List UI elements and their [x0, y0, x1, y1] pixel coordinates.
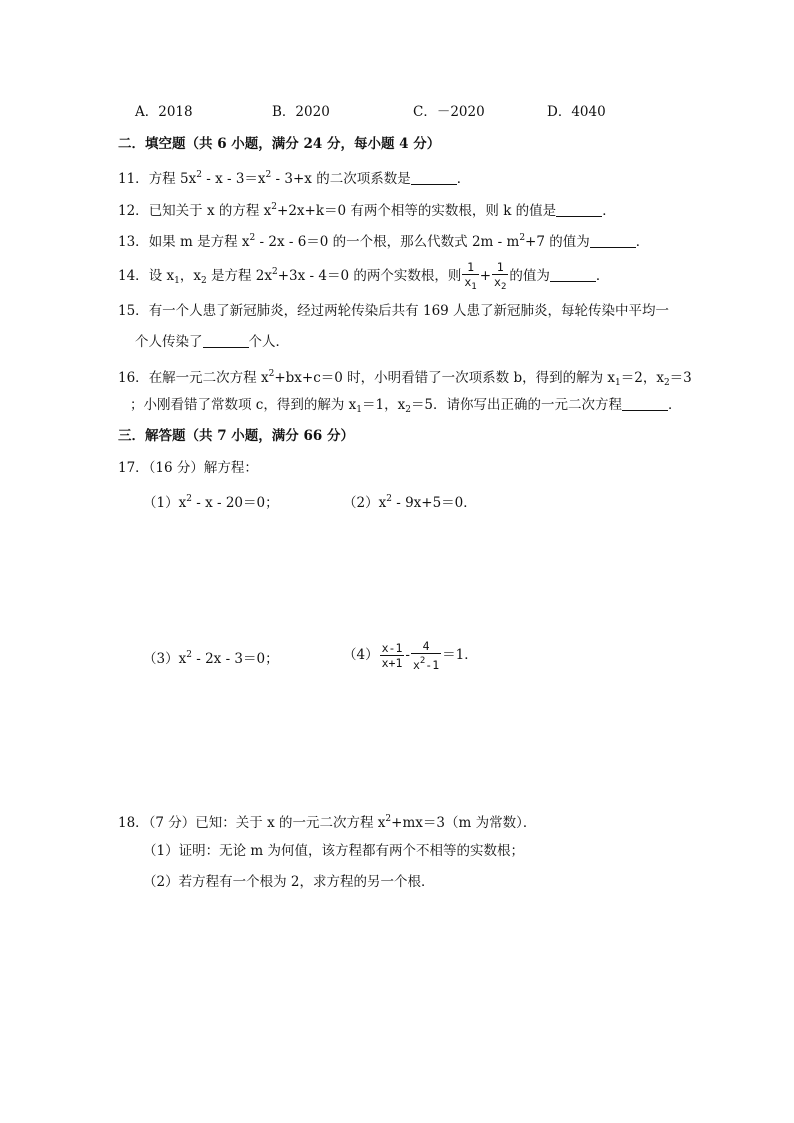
- question-17-part-2: [343, 490, 477, 512]
- q16-text-d: ＝3: [669, 370, 692, 386]
- q13-text-b: - 2x - 6＝0 的一个根，那么代数式 2m - m: [255, 234, 520, 250]
- answer-blank[interactable]: [411, 172, 457, 185]
- exponent: 2: [186, 494, 192, 504]
- question-15-line-1: [118, 302, 669, 320]
- fraction-x-minus-1-over-x-plus-1: [380, 641, 405, 670]
- q16-text-c: ＝2，x: [620, 370, 664, 386]
- question-16-line-2: [130, 396, 682, 419]
- question-17-part-3: [143, 646, 279, 668]
- question-number: 16．: [118, 370, 149, 386]
- q14-text-c: 是方程 2x: [206, 268, 272, 284]
- q18-head-a: 18．（7 分）已知：关于 x 的一元二次方程 x: [118, 815, 386, 831]
- question-18-part-2: （2）若方程有一个根为 2，求方程的另一个根．: [143, 874, 435, 890]
- answer-blank[interactable]: [556, 204, 602, 217]
- exponent: 2: [385, 814, 392, 824]
- q11-text-b: - x - 3＝x: [201, 171, 266, 187]
- exponent: 2: [386, 494, 392, 504]
- q12-text-a: 已知关于 x 的方程 x: [148, 203, 272, 219]
- subscript: 1: [356, 405, 362, 415]
- option-d: D．4040: [547, 104, 606, 120]
- denominator: [462, 275, 478, 294]
- denominator-var: x: [494, 274, 501, 289]
- question-18-part-1: （1）证明：无论 m 为何值，该方程都有两个不相等的实数根；: [143, 843, 524, 859]
- question-17-head: 17．（16 分）解方程：: [118, 460, 258, 476]
- question-17-part-1: [143, 490, 279, 512]
- denominator-var: x: [412, 658, 420, 672]
- exponent: 2: [265, 170, 272, 180]
- q14-text-e: 的值为: [509, 268, 550, 284]
- fraction-1-over-x1: [462, 260, 478, 294]
- subscript: 2: [663, 378, 670, 388]
- option-c: C．－2020: [413, 104, 485, 120]
- question-11: [118, 166, 470, 188]
- q16-text-end: ．: [668, 397, 682, 413]
- subscript: 2: [405, 405, 411, 415]
- exponent: 2: [271, 267, 278, 277]
- plus-sign: +: [479, 268, 492, 284]
- q17-p3-b: - 2x - 3＝0；: [191, 651, 279, 667]
- q14-text-b: ，x: [179, 268, 201, 284]
- denominator: x+1: [381, 656, 403, 670]
- question-18-head: [118, 810, 536, 832]
- q11-text-c: - 3+x 的二次项系数是: [271, 171, 411, 187]
- subscript: 1: [471, 281, 477, 292]
- question-13: [118, 229, 649, 251]
- minus-sign: -: [405, 647, 410, 663]
- q15-text-c: 个人．: [248, 334, 289, 350]
- denominator-var: x: [464, 274, 472, 289]
- q11-text-a: 方程 5x: [148, 171, 197, 187]
- q14-text-d: +3x - 4＝0 的两个实数根，则: [277, 268, 462, 284]
- q12-text-b: +2x+k＝0 有两个相等的实数根，则 k 的值是: [277, 203, 557, 219]
- q13-text-a: 如果 m 是方程 x: [148, 234, 250, 250]
- q17-p3-a: （3）x: [143, 651, 187, 667]
- answer-blank[interactable]: [550, 269, 596, 282]
- exponent: 2: [196, 170, 202, 180]
- question-number: 12．: [118, 203, 149, 219]
- subscript: 1: [174, 276, 180, 286]
- numerator: 1: [462, 260, 478, 275]
- exponent: 2: [186, 650, 192, 660]
- question-number: 15．: [118, 303, 149, 319]
- question-number: 13．: [118, 234, 149, 250]
- section-3-title: 三．解答题（共 7 小题，满分 66 分）: [118, 428, 354, 444]
- numerator: 1: [492, 260, 508, 275]
- q13-text-end: ．: [635, 234, 650, 250]
- q18-head-b: +mx＝3（m 为常数）．: [391, 815, 537, 831]
- subscript: 1: [615, 378, 621, 388]
- question-number: 11．: [118, 171, 149, 187]
- q13-text-c: +7 的值为: [525, 234, 590, 250]
- question-14: [118, 255, 609, 298]
- question-16-line-1: [118, 365, 692, 392]
- fraction-4-over-x2-minus-1: [411, 639, 441, 672]
- q15-text-b: 个人传染了: [135, 334, 203, 350]
- question-15-line-2: [135, 333, 289, 351]
- denominator: [492, 275, 508, 294]
- exponent: 2: [519, 233, 526, 243]
- q16-text-a: 在解一元二次方程 x: [148, 370, 269, 386]
- section-2-title: 二．填空题（共 6 小题，满分 24 分，每小题 4 分）: [118, 136, 441, 152]
- q11-text-end: ．: [456, 171, 471, 187]
- denominator-rest: -1: [425, 658, 440, 672]
- exponent: 2: [419, 656, 426, 666]
- numerator: x-1: [381, 641, 403, 655]
- q15-text-a: 有一个人患了新冠肺炎，经过两轮传染后共有 169 人患了新冠肺炎，每轮传染中平均一: [148, 303, 670, 319]
- q16-text-g: ＝5．请你写出正确的一元二次方程: [410, 397, 623, 413]
- subscript: 2: [500, 281, 507, 292]
- q17-p4-a: （4）: [343, 647, 379, 663]
- q12-text-end: ．: [602, 203, 616, 219]
- option-a: A．2018: [135, 104, 193, 120]
- question-number: 14．: [118, 268, 149, 284]
- exponent: 2: [268, 369, 275, 379]
- q16-text-f: ＝1，x: [362, 397, 406, 413]
- q17-p2-b: - 9x+5＝0．: [391, 495, 477, 511]
- q17-p4-b: ＝1．: [442, 647, 478, 663]
- q17-p2-a: （2）x: [343, 495, 387, 511]
- q14-text-end: ．: [595, 268, 610, 284]
- exponent: 2: [249, 233, 256, 243]
- question-17-part-4: [343, 637, 478, 673]
- q16-text-e: ；小刚看错了常数项 c，得到的解为 x: [130, 397, 357, 413]
- option-b: B．2020: [272, 104, 330, 120]
- q14-text-a: 设 x: [148, 268, 175, 284]
- exponent: 2: [271, 202, 278, 212]
- answer-blank[interactable]: [622, 398, 668, 411]
- q16-text-b: +bx+c＝0 时，小明看错了一次项系数 b，得到的解为 x: [274, 370, 615, 386]
- denominator: [411, 654, 441, 672]
- q17-p1-b: - x - 20＝0；: [191, 495, 279, 511]
- answer-blank[interactable]: [590, 235, 636, 248]
- answer-blank[interactable]: [203, 335, 249, 348]
- subscript: 2: [200, 276, 207, 286]
- fraction-1-over-x2: [492, 260, 508, 294]
- numerator: 4: [411, 639, 441, 654]
- question-12: [118, 198, 616, 220]
- q17-p1-a: （1）x: [143, 495, 187, 511]
